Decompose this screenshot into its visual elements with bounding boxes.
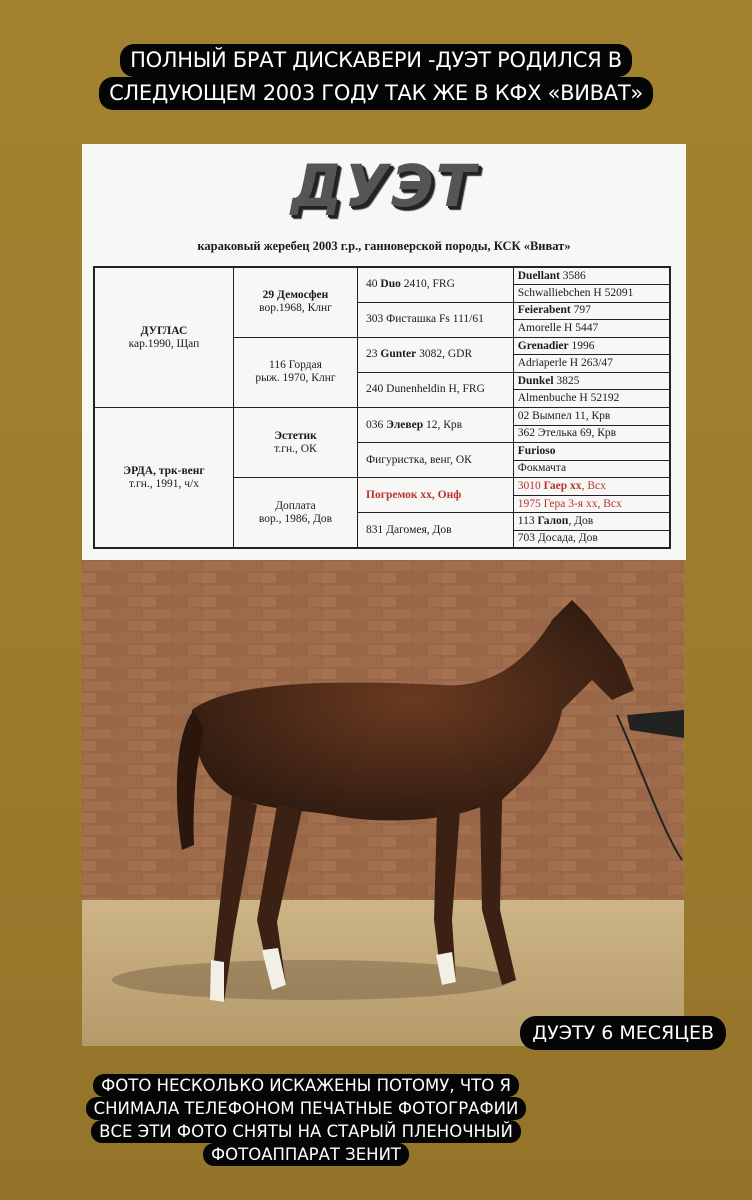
gen3-cell: Фигуристка, венг, ОК [358, 443, 514, 478]
gen4-suffix: 02 Вымпел 11, Крв [517, 409, 611, 422]
gen4-suffix: Amorelle H 5447 [517, 321, 599, 334]
caption-line: ФОТОАППАРАТ ЗЕНИТ [203, 1143, 409, 1166]
gen4-cell [513, 337, 670, 355]
gen3-prefix: 23 [366, 348, 381, 361]
gen3-name: Gunter [380, 348, 417, 361]
caption-line: ФОТО НЕСКОЛЬКО ИСКАЖЕНЫ ПОТОМУ, ЧТО Я [93, 1074, 519, 1097]
gen4-name: Furioso [517, 444, 556, 457]
gen4-cell [513, 425, 670, 443]
gen4-cell [513, 302, 670, 320]
gen4-name: Feierabent [517, 304, 571, 317]
dam-cell [94, 408, 233, 549]
gen4-cell [513, 530, 670, 548]
gen4-prefix: 113 [517, 515, 538, 528]
gen3-cell [358, 337, 514, 372]
sire-sire-name: 29 Демосфен [262, 289, 329, 302]
horse-photo-illustration [82, 560, 684, 1046]
gen4-name: Галоп [537, 515, 569, 528]
gen4-name: Grenadier [517, 339, 569, 352]
dam-dam-name: Доплата [275, 499, 316, 512]
gen3-cell [358, 267, 514, 302]
dam-dam-cell [233, 478, 357, 548]
gen3-cell: 831 Дагомея, Дов [358, 513, 514, 548]
gen4-suffix: 3825 [553, 374, 580, 387]
gen4-cell [513, 443, 670, 461]
sire-sire-cell [233, 267, 357, 337]
gen4-cell [513, 460, 670, 478]
gen4-suffix: 362 Этелька 69, Крв [517, 427, 617, 440]
table-row [94, 408, 670, 426]
gen4-suffix: 797 [570, 304, 591, 317]
dam-name: ЭРДА, трк-венг [123, 464, 205, 477]
gen3-suffix: 2410, FRG [400, 278, 455, 291]
pedigree-table [93, 266, 671, 549]
gen3-name: Элевер [386, 418, 424, 431]
gen4-cell [513, 320, 670, 338]
gen3-cell: Погремок хх, Онф [358, 478, 514, 513]
gen4-suffix: , Вcх [581, 480, 606, 493]
sire-dam-info: рыж. 1970, Клнг [255, 372, 336, 385]
table-row [94, 267, 670, 285]
gen4-cell [513, 285, 670, 303]
gen4-name: Duellant [517, 269, 560, 282]
dam-dam-info: вор., 1986, Дов [258, 512, 333, 525]
gen4-suffix: Almenbuche H 52192 [517, 392, 620, 405]
gen3-cell [358, 408, 514, 443]
gen4-suffix: Adriaperle H 263/47 [517, 357, 613, 370]
bottom-caption [0, 1074, 612, 1166]
sire-cell [94, 267, 233, 408]
caption-line: СНИМАЛА ТЕЛЕФОНОМ ПЕЧАТНЫЕ ФОТОГРАФИИ [86, 1097, 527, 1120]
gen4-cell [513, 495, 670, 513]
gen4-name: Dunkel [517, 374, 554, 387]
caption-line: ДУЭТУ 6 МЕСЯЦЕВ [520, 1016, 726, 1050]
dam-sire-info: т.гн., ОК [274, 442, 317, 455]
gen3-cell: 303 Фисташка Fs 111/61 [358, 302, 514, 337]
dam-sire-name: Эстетик [274, 429, 317, 442]
gen4-suffix: , Дов [568, 515, 594, 528]
caption-line: ПОЛНЫЙ БРАТ ДИСКАВЕРИ -ДУЭТ РОДИЛСЯ В [120, 44, 632, 77]
gen3-name: Duo [380, 278, 401, 291]
horse-name-title: ДУЭТ [290, 152, 478, 220]
sire-sire-info: вор.1968, Клнг [259, 302, 332, 315]
gen4-suffix: 1975 Гера 3-я хх, Вcх [517, 497, 622, 510]
sire-info: кар.1990, Щап [128, 337, 200, 350]
caption-line: СЛЕДУЮЩЕМ 2003 ГОДУ ТАК ЖЕ В КФХ «ВИВАТ» [99, 77, 653, 110]
gen4-suffix: 1996 [568, 339, 595, 352]
gen4-cell [513, 408, 670, 426]
sire-dam-cell [233, 337, 357, 407]
gen4-cell [513, 372, 670, 390]
gen4-suffix: Schwalliebchen H 52091 [517, 286, 634, 299]
caption-line: ВСЕ ЭТИ ФОТО СНЯТЫ НА СТАРЫЙ ПЛЕНОЧНЫЙ [91, 1120, 521, 1143]
pedigree-card [82, 144, 686, 560]
sire-name: ДУГЛАС [140, 324, 188, 337]
gen4-prefix: 3010 [517, 480, 544, 493]
sire-dam-name: 116 Гордая [269, 359, 322, 372]
gen4-cell [513, 390, 670, 408]
gen4-name: Гаер хх [543, 480, 582, 493]
dam-info: т.гн., 1991, ч/х [128, 477, 199, 490]
gen3-prefix: 40 [366, 278, 381, 291]
age-caption [520, 1016, 726, 1050]
gen3-suffix: 12, Крв [423, 418, 463, 431]
horse-photo [82, 560, 684, 1046]
top-caption [0, 44, 752, 110]
gen3-suffix: 3082, GDR [416, 348, 473, 361]
dam-sire-cell [233, 408, 357, 478]
horse-description: караковый жеребец 2003 г.р., ганноверской породы, КСК «Виват» [197, 239, 571, 253]
gen4-cell [513, 267, 670, 285]
gen3-prefix: 036 [366, 418, 387, 431]
gen4-suffix: Фокмачта [517, 462, 567, 475]
gen4-cell [513, 355, 670, 373]
gen4-suffix: 703 Досада, Дов [517, 532, 598, 545]
gen4-suffix: 3586 [559, 269, 586, 282]
gen4-cell [513, 478, 670, 496]
gen4-cell [513, 513, 670, 531]
gen3-cell: 240 Dunenheldin H, FRG [358, 372, 514, 407]
